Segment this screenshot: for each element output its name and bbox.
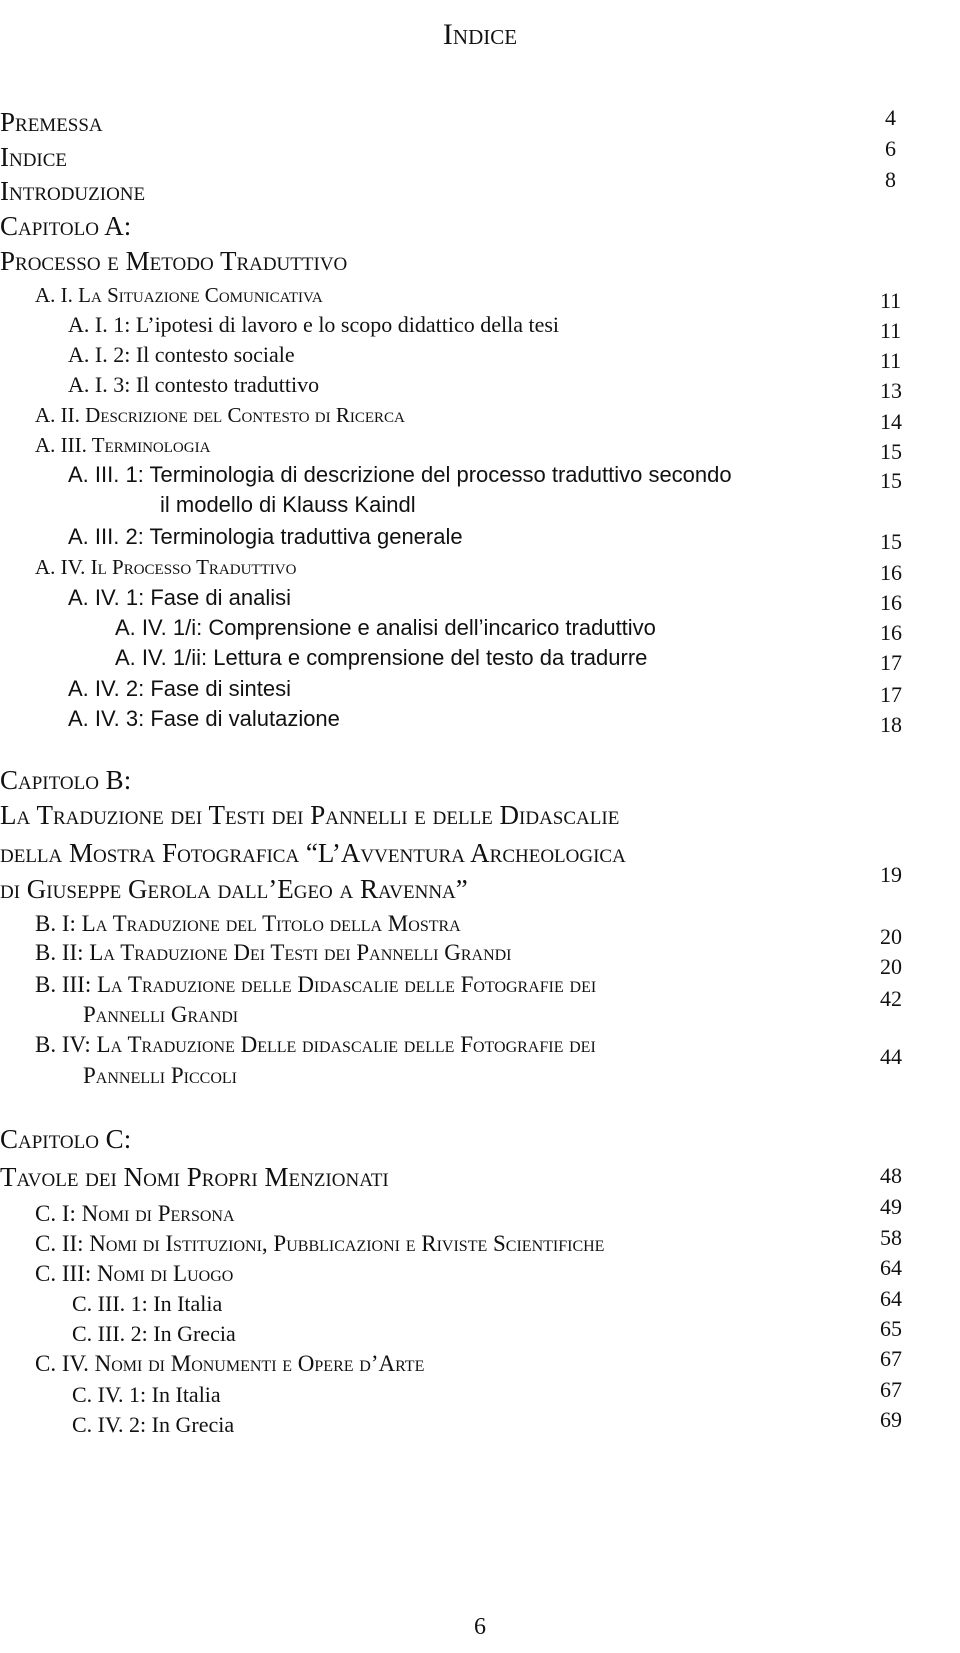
toc-entry-label: C. II: Nomi di Istituzioni, Pubblicazioni e Riviste Scientifiche [35,1231,605,1256]
toc-entry-page-number: 42 [880,986,902,1011]
toc-entry-label: Capitolo A: [0,211,132,241]
toc-entry-page-number: 16 [880,620,902,645]
toc-entry-label: Capitolo B: [0,765,132,795]
toc-entry-page-number: 58 [880,1225,902,1250]
toc-entry-page-number: 15 [880,439,902,464]
toc-entry-page-number: 8 [885,167,896,192]
toc-entry-label: A. III. 2: Terminologia traduttiva generale [68,524,463,549]
page-number-footer: 6 [474,1614,486,1640]
toc-entry-label: il modello di Klauss Kaindl [160,492,416,517]
toc-entry-label: C. I: Nomi di Persona [35,1201,235,1226]
toc-entry-label: A. IV. 1: Fase di analisi [68,585,291,610]
toc-entry-label: C. IV. 2: In Grecia [72,1412,235,1437]
toc-entry-page-number: 18 [880,712,902,737]
toc-entry-label: Indice [0,142,68,172]
toc-entry-page-number: 48 [880,1163,902,1188]
toc-entry-label: Premessa [0,107,103,137]
toc-entry-page-number: 69 [880,1407,902,1432]
toc-entry-page-number: 6 [885,136,896,161]
toc-entry-label: della Mostra Fotografica “L’Avventura Archeologica [0,838,626,868]
toc-entry-label: C. III. 1: In Italia [72,1291,223,1316]
toc-entry-label: A. I. 2: Il contesto sociale [68,342,295,367]
toc-entry-label: Processo e Metodo Traduttivo [0,246,348,276]
toc-entry-page-number: 15 [880,468,902,493]
toc-entry-page-number: 17 [880,682,902,707]
toc-entry-page-number: 67 [880,1346,902,1371]
toc-entry-label: Tavole dei Nomi Propri Menzionati [0,1162,389,1192]
toc-entry-page-number: 16 [880,560,902,585]
toc-entry-page-number: 65 [880,1316,902,1341]
toc-entry-label: A. II. Descrizione del Contesto di Ricerca [35,403,405,427]
toc-entry-label: A. I. 3: Il contesto traduttivo [68,372,320,397]
toc-entry-label: B. III: La Traduzione delle Didascalie delle Fotografie dei [35,972,597,997]
toc-entry-label: Capitolo C: [0,1124,132,1154]
toc-entry-page-number: 17 [880,650,902,675]
toc-entry-label: C. III: Nomi di Luogo [35,1261,234,1286]
toc-entry-page-number: 15 [880,529,902,554]
toc-entry-label: C. III. 2: In Grecia [72,1321,236,1346]
toc-entry-page-number: 4 [885,105,896,130]
toc-entry-label: C. IV. Nomi di Monumenti e Opere d’Arte [35,1351,425,1376]
toc-entry-label: A. IV. Il Processo Traduttivo [35,555,297,579]
toc-entry-label: di Giuseppe Gerola dall’Egeo a Ravenna” [0,874,468,904]
toc-entry-label: A. I. La Situazione Comunicativa [35,283,323,307]
toc-entry-page-number: 67 [880,1377,902,1402]
toc-entry-label: Pannelli Grandi [83,1002,239,1027]
toc-entry-page-number: 14 [880,409,902,434]
toc-entry-page-number: 20 [880,924,902,949]
toc-entry-page-number: 19 [880,862,902,887]
toc-entry-page-number: 11 [880,348,902,373]
toc-entry-label: B. I: La Traduzione del Titolo della Mostra [35,911,461,936]
toc-entry-label: A. I. 1: L’ipotesi di lavoro e lo scopo didattico della tesi [68,312,560,337]
toc-entry-label: Introduzione [0,176,146,206]
toc-entry-page-number: 20 [880,954,902,979]
toc-entry-page-number: 44 [880,1044,902,1069]
toc-entry-page-number: 11 [880,318,902,343]
toc-entry-label: A. III. Terminologia [35,433,211,457]
toc-entry-page-number: 64 [880,1255,902,1280]
toc-entry-page-number: 64 [880,1286,902,1311]
toc-entry-label: A. IV. 2: Fase di sintesi [68,676,291,701]
toc-entry-label: A. III. 1: Terminologia di descrizione del processo traduttivo secondo [68,462,732,487]
toc-entry-label: A. IV. 3: Fase di valutazione [68,706,340,731]
toc-entry-label: La Traduzione dei Testi dei Pannelli e delle Didascalie [0,800,620,830]
toc-entry-label: B. II: La Traduzione Dei Testi dei Pannelli Grandi [35,940,512,965]
page-title: Indice [442,18,518,52]
toc-entry-label: A. IV. 1/ii: Lettura e comprensione del testo da tradurre [115,645,648,670]
toc-entry-label: A. IV. 1/i: Comprensione e analisi dell’incarico traduttivo [115,615,656,640]
toc-entry-label: B. IV: La Traduzione Delle didascalie delle Fotografie dei [35,1032,596,1057]
toc-entry-page-number: 11 [880,288,902,313]
toc-entry-page-number: 16 [880,590,902,615]
toc-entry-label: C. IV. 1: In Italia [72,1382,221,1407]
toc-entry-page-number: 13 [880,378,902,403]
toc-entry-label: Pannelli Piccoli [83,1063,237,1088]
toc-entry-page-number: 49 [880,1194,902,1219]
